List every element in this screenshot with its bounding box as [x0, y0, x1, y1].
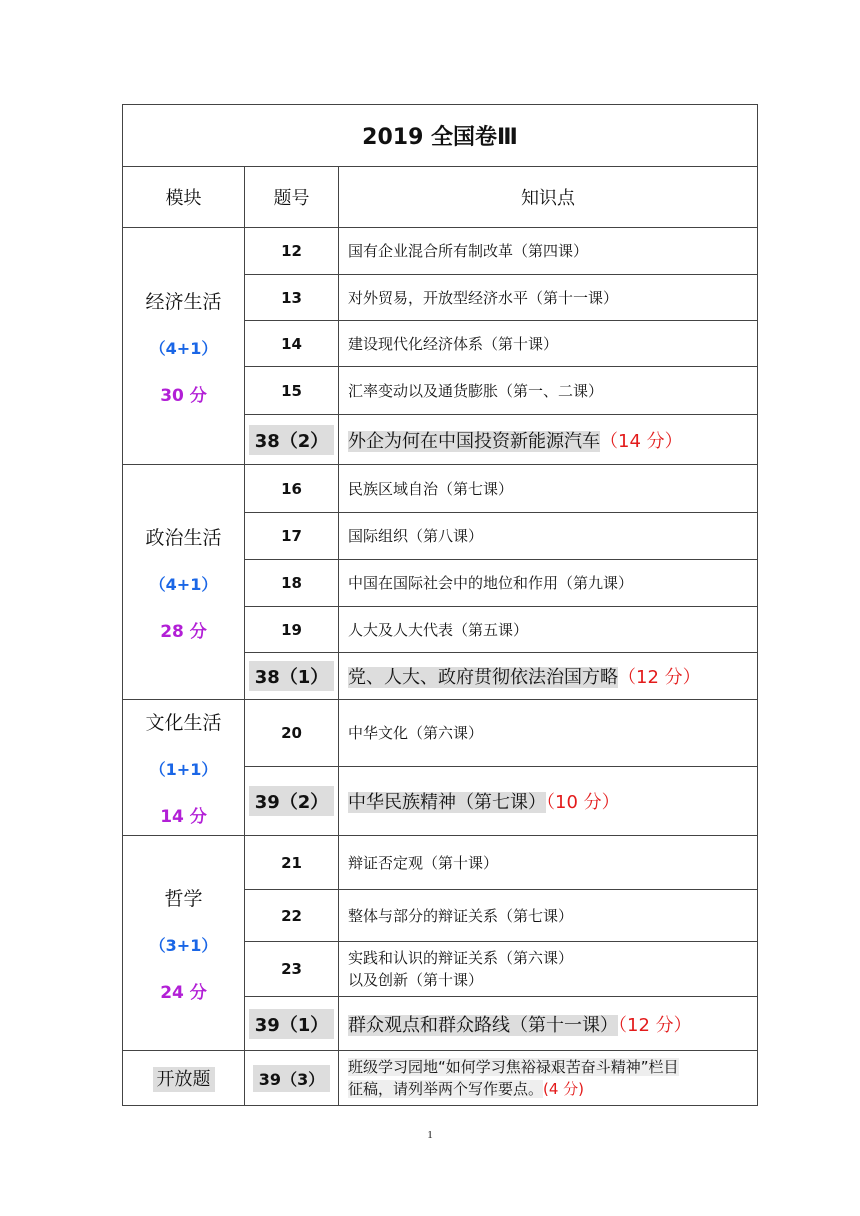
module-name: 经济生活: [145, 290, 222, 313]
module-cell-philosophy: [123, 836, 245, 1051]
big-knowledge-score: （10 分）: [546, 792, 620, 813]
module-count: （4+1）: [149, 574, 218, 594]
question-number: 20: [245, 700, 339, 767]
module-score: 14 分: [160, 807, 207, 827]
question-number: 15: [245, 367, 339, 415]
knowledge-point: 民族区域自治（第七课）: [339, 465, 758, 513]
big-question-number: 39（1）: [249, 1009, 335, 1039]
module-cell-open: [123, 1051, 245, 1106]
open-knowledge-text-1: 班级学习园地“如何学习焦裕禄艰苦奋斗精神”栏目: [348, 1058, 679, 1076]
question-number: 23: [245, 942, 339, 997]
open-knowledge-point: [339, 1051, 758, 1106]
knowledge-point: 中国在国际社会中的地位和作用（第九课）: [339, 560, 758, 607]
module-name: 哲学: [164, 887, 203, 910]
knowledge-point: 建设现代化经济体系（第十课）: [339, 321, 758, 367]
knowledge-point: 汇率变动以及通货膨胀（第一、二课）: [339, 367, 758, 415]
big-question-cell: [245, 997, 339, 1051]
big-knowledge-point: [339, 415, 758, 465]
module-cell-politics: [123, 465, 245, 700]
big-knowledge-text: 群众观点和群众路线（第十一课）: [348, 1014, 618, 1036]
knowledge-point: 对外贸易，开放型经济水平（第十一课）: [339, 275, 758, 321]
big-question-number: 38（1）: [249, 661, 335, 691]
open-knowledge-line: [348, 1056, 757, 1078]
big-question-number: 38（2）: [249, 425, 335, 455]
open-knowledge-text-2: 征稿，请列举两个写作要点。: [348, 1080, 544, 1098]
open-knowledge-line: [348, 1078, 757, 1100]
knowledge-point: [339, 942, 758, 997]
knowledge-point: 国有企业混合所有制改革（第四课）: [339, 228, 758, 275]
module-name: 开放题: [153, 1067, 215, 1092]
open-knowledge-score: (4 分): [543, 1080, 585, 1098]
big-knowledge-point: [339, 767, 758, 836]
question-number: 16: [245, 465, 339, 513]
knowledge-line: 实践和认识的辩证关系（第六课）: [348, 949, 574, 967]
question-number: 14: [245, 321, 339, 367]
module-count: （3+1）: [149, 935, 218, 955]
module-count: （1+1）: [149, 760, 218, 779]
big-question-number: 39（2）: [249, 786, 335, 816]
module-score: 30 分: [160, 385, 207, 406]
header-knowledge: 知识点: [339, 167, 758, 228]
question-number: 22: [245, 890, 339, 942]
header-number: 题号: [245, 167, 339, 228]
module-score: 24 分: [160, 982, 207, 1003]
module-count: （4+1）: [149, 338, 218, 358]
question-number: 17: [245, 513, 339, 560]
big-question-cell: [245, 767, 339, 836]
big-knowledge-text: 中华民族精神（第七课）: [348, 792, 546, 813]
knowledge-point: 人大及人大代表（第五课）: [339, 607, 758, 653]
question-number: 12: [245, 228, 339, 275]
big-knowledge-point: [339, 653, 758, 700]
knowledge-table: [122, 104, 758, 1106]
big-question-cell: [245, 1051, 339, 1106]
knowledge-point: 中华文化（第六课）: [339, 700, 758, 767]
knowledge-point: 整体与部分的辩证关系（第七课）: [339, 890, 758, 942]
question-number: 13: [245, 275, 339, 321]
module-name: 文化生活: [145, 712, 222, 734]
module-cell-culture: [123, 700, 245, 836]
big-knowledge-score: （12 分）: [618, 667, 701, 688]
big-knowledge-point: [339, 997, 758, 1051]
module-name: 政治生活: [145, 526, 222, 549]
big-knowledge-text: 党、人大、政府贯彻依法治国方略: [348, 667, 618, 688]
big-knowledge-score: （12 分）: [618, 1014, 692, 1036]
module-cell-economy: [123, 228, 245, 465]
big-question-number: 39（3）: [253, 1065, 330, 1092]
question-number: 21: [245, 836, 339, 890]
knowledge-point: 辩证否定观（第十课）: [339, 836, 758, 890]
knowledge-point: 国际组织（第八课）: [339, 513, 758, 560]
header-module: 模块: [123, 167, 245, 228]
question-number: 19: [245, 607, 339, 653]
big-knowledge-text: 外企为何在中国投资新能源汽车: [348, 430, 600, 452]
table-title: 2019 全国卷Ⅲ: [123, 105, 758, 167]
big-question-cell: [245, 653, 339, 700]
question-number: 18: [245, 560, 339, 607]
module-score: 28 分: [160, 621, 207, 642]
knowledge-line: 以及创新（第十课）: [348, 971, 484, 989]
page-number: 1: [427, 1129, 433, 1141]
big-knowledge-score: （14 分）: [600, 430, 683, 452]
big-question-cell: [245, 415, 339, 465]
